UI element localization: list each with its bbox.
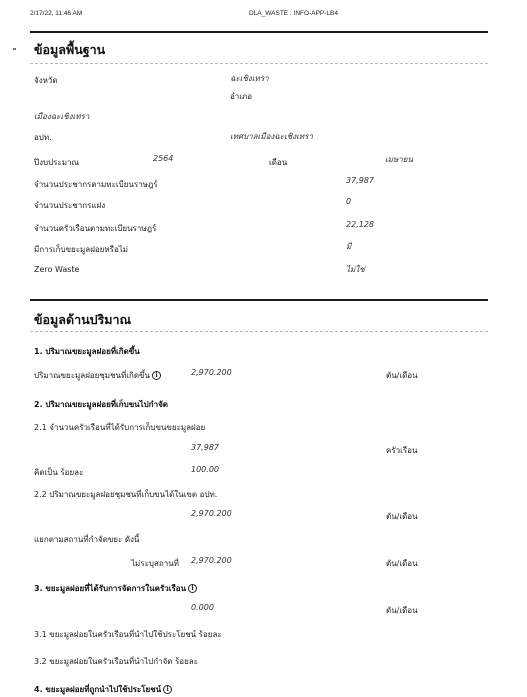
s2-1-unit: ครัวเรือน [386, 446, 418, 455]
month-value: เมษายน [385, 155, 413, 164]
collection-value: มี [346, 242, 352, 251]
s3-title-row [34, 582, 197, 595]
households-label: จำนวนครัวเรือนตามทะเบียนราษฎร์ [34, 224, 157, 233]
latent-pop-value: 0 [346, 197, 352, 206]
info-icon[interactable]: i [152, 371, 161, 380]
info-icon[interactable]: i [163, 685, 172, 694]
s1-row-label: ปริมาณขยะมูลฝอยชุมชนที่เกิดขึ้น [34, 371, 150, 380]
registered-pop-label: จำนวนประชากรตามทะเบียนราษฎร์ [34, 180, 158, 189]
section-divider [30, 63, 488, 64]
s1-row [34, 369, 161, 382]
s3-2-label: 3.2 ขยะมูลฝอยในครัวเรือนที่นำไปกำจัด ร้อยละ [34, 657, 198, 666]
by-site-label: แยกตามสถานที่กำจัดขยะ ดังนี้ [34, 535, 140, 544]
section-title-basic: ข้อมูลพื้นฐาน [34, 42, 106, 57]
collection-label: มีการเก็บขยะมูลฝอยหรือไม่ [34, 245, 129, 254]
budget-year-label: ปีงบประมาณ [34, 158, 79, 167]
s2-2-label: 2.2 ปริมาณขยะมูลฝอยชุมชนที่เก็บขนได้ในเขต อปท. [34, 490, 218, 499]
lao-label: อปท. [34, 133, 52, 142]
s2-2-unit: ตัน/เดือน [386, 512, 418, 521]
lao-value: เทศบาลเมืองฉะเชิงเทรา [230, 132, 313, 141]
print-doc-title: DLA_WASTE : INFO-APP-LB4 [249, 10, 338, 17]
province-label: จังหวัด [34, 76, 58, 85]
section-divider [30, 331, 488, 332]
percent-value: 100.00 [191, 465, 219, 474]
s2-title: 2. ปริมาณขยะมูลฝอยที่เก็บขนไปกำจัด [34, 400, 168, 409]
s2-2-value: 2,970.200 [191, 509, 232, 518]
district-value: เมืองฉะเชิงเทรา [34, 112, 90, 121]
info-icon[interactable]: i [188, 584, 197, 593]
site-value: 2,970.200 [191, 556, 232, 565]
latent-pop-label: จำนวนประชากรแฝง [34, 201, 106, 210]
s1-row-value: 2,970.200 [191, 368, 232, 377]
zero-waste-label: Zero Waste [34, 265, 80, 274]
s1-title: 1. ปริมาณขยะมูลฝอยที่เกิดขึ้น [34, 347, 140, 356]
zero-waste-value: ไม่ใช่ [346, 265, 365, 274]
s3-value: 0.000 [191, 603, 214, 612]
section-rule [30, 299, 488, 301]
print-datetime: 2/17/22, 11:46 AM [30, 10, 83, 17]
budget-year-value: 2564 [153, 154, 174, 163]
s3-unit: ตัน/เดือน [386, 606, 418, 615]
s2-1-label: 2.1 จำนวนครัวเรือนที่ได้รับการเก็บขนขยะมูลฝอย [34, 423, 206, 432]
district-label: อำเภอ [230, 92, 253, 101]
s3-1-label: 3.1 ขยะมูลฝอยในครัวเรือนที่นำไปใช้ประโยชน์ ร้อยละ [34, 630, 222, 639]
s1-row-unit: ตัน/เดือน [386, 371, 418, 380]
section-rule [30, 31, 488, 33]
registered-pop-value: 37,987 [346, 176, 374, 185]
province-value: ฉะเชิงเทรา [230, 74, 269, 83]
s2-1-value: 37,987 [191, 443, 219, 452]
section-title-quantity: ข้อมูลด้านปริมาณ [34, 312, 132, 327]
s4-title: 4. ขยะมูลฝอยที่ถูกนำไปใช้ประโยชน์ [34, 685, 162, 694]
site-unit: ตัน/เดือน [386, 559, 418, 568]
households-value: 22,128 [346, 220, 374, 229]
scan-mark [13, 48, 16, 50]
month-label: เดือน [269, 158, 288, 167]
percent-label: คิดเป็น ร้อยละ [34, 468, 84, 477]
s4-title-row [34, 683, 172, 696]
site-label: ไม่ระบุสถานที่ [131, 559, 179, 568]
s3-title: 3. ขยะมูลฝอยที่ได้รับการจัดการในครัวเรือน [34, 584, 187, 593]
